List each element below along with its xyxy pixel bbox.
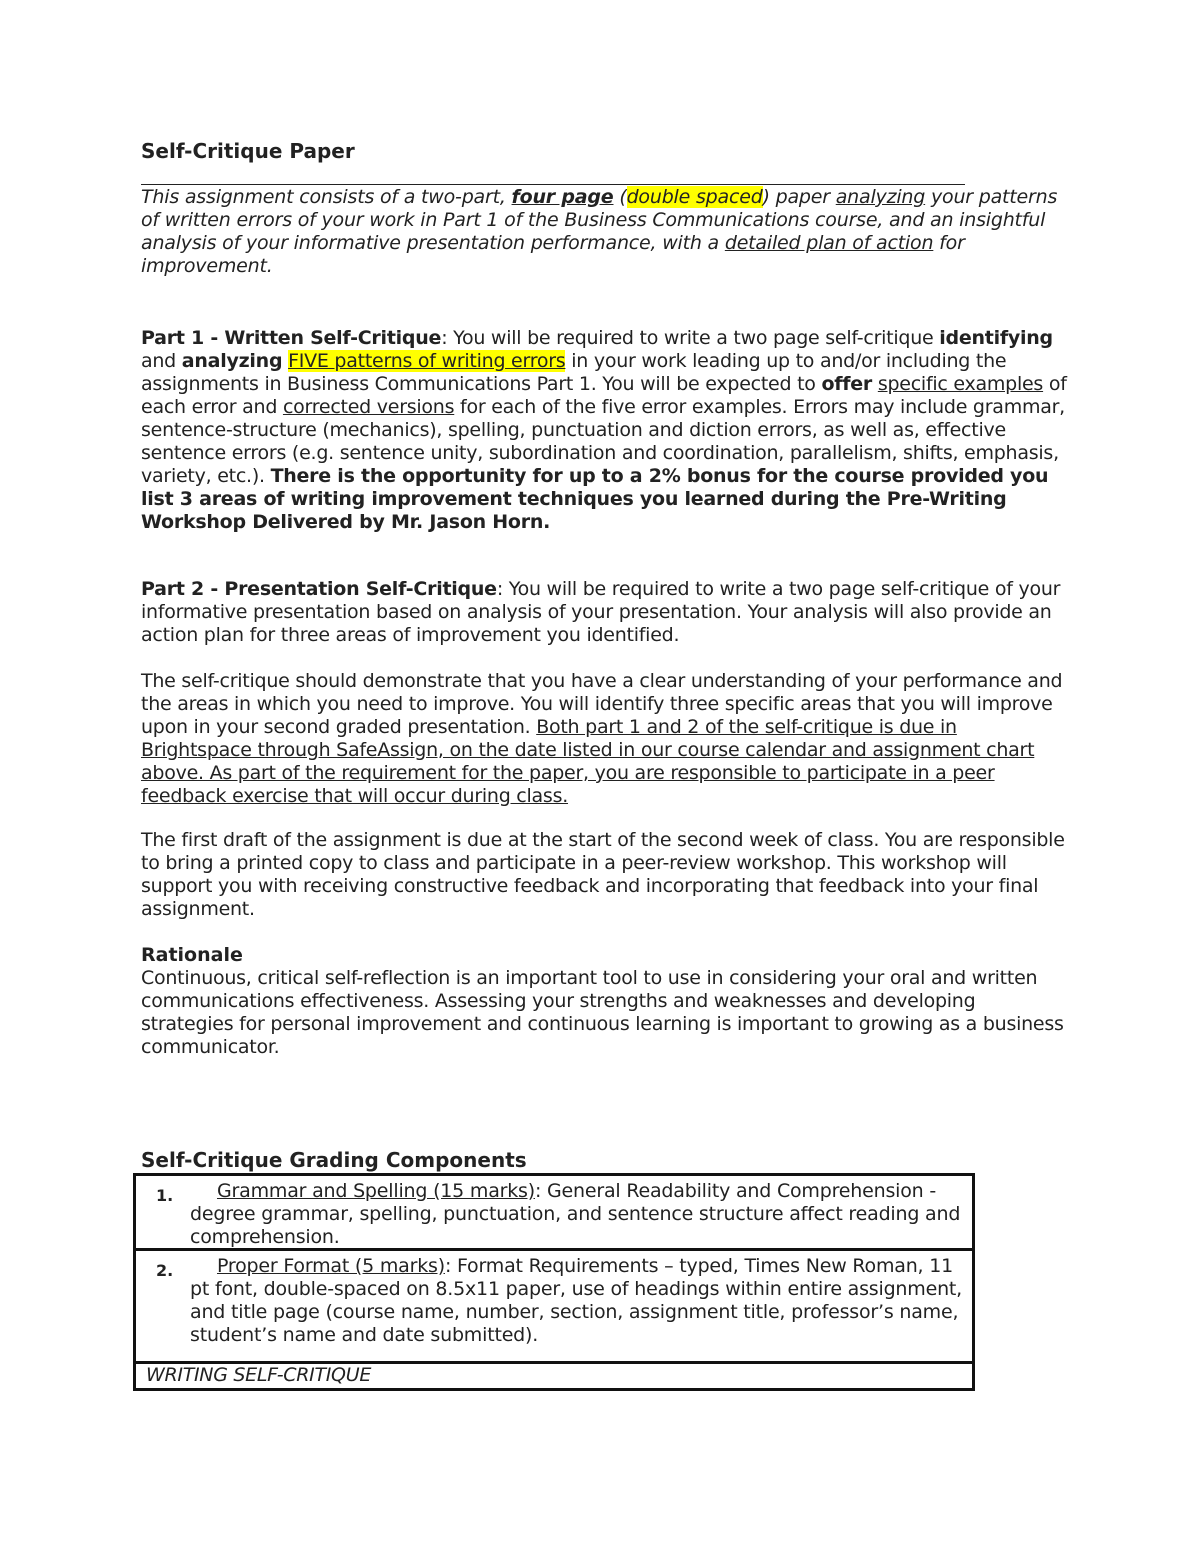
row-number: 2. <box>156 1261 174 1280</box>
row-description: : Format Requirements – typed, Times New Roman, 11 pt font, double-spaced on 8.5x11 paper, use of headings within entire assignment, and title page (course name, number, section, assignment title, professor’s name, student’s name and date submitted). <box>190 1255 962 1346</box>
part2-heading: Part 2 - Presentation Self-Critique <box>141 578 497 600</box>
row-number: 1. <box>156 1186 174 1205</box>
part1-text: in your work leading up to and/or including the assignments in Business Communications Part 1. You will be expected to <box>141 350 1007 395</box>
intro-text: ( <box>613 186 627 208</box>
five-patterns-highlight: FIVE patterns of writing errors <box>288 350 566 372</box>
intro-text: your patterns of written errors of your work in Part 1 of the Business Communications course, and an insightful analysis of your informative presentation performance, with a <box>141 186 1058 254</box>
row-text <box>190 1255 964 1347</box>
grading-row <box>136 1251 972 1364</box>
grading-row <box>136 1176 972 1251</box>
expectations-paragraph <box>141 670 1071 808</box>
grammar-spelling-link: Grammar and Spelling (15 marks) <box>217 1180 535 1202</box>
part1-text: of each error and <box>141 373 1067 418</box>
part2-text: : You will be required to write a two page self-critique of your informative presentation based on analysis of your presentation. Your analysis will also provide an action plan for three areas of improvement you identified. <box>141 578 1061 646</box>
part1-paragraph <box>141 327 1071 534</box>
grading-heading: Self-Critique Grading Components <box>141 1148 527 1172</box>
plan-of-action-underline: detailed plan of action <box>724 232 934 254</box>
writing-self-critique-label: WRITING SELF-CRITIQUE <box>146 1364 372 1386</box>
bonus-statement: There is the opportunity for up to a 2% bonus for the course provided you list 3 areas of writing improvement techniques you learned during the Pre-Writing Workshop Delivered by Mr. Jason Horn. <box>141 465 1049 533</box>
document-title: Self-Critique Paper <box>141 139 355 163</box>
title-divider <box>141 184 965 185</box>
rationale-heading: Rationale <box>141 944 243 966</box>
intro-text: This assignment consists of a two-part, <box>141 186 512 208</box>
proper-format-link: Proper Format (5 marks) <box>217 1255 445 1277</box>
part1-text: for each of the five error examples. Errors may include grammar, sentence-structure (mechanics), spelling, punctuation and diction errors, as well as, effective sentence errors (e.g. sentence unity, subordination and coordination, parallelism, shifts, emphasis, variety, etc.). <box>141 396 1065 487</box>
intro-text: for improvement. <box>141 232 965 277</box>
row-text <box>190 1180 964 1249</box>
part1-bold-offer: offer <box>821 373 873 395</box>
intro-paragraph <box>141 186 1071 278</box>
corrected-versions-underline: corrected versions <box>282 396 455 418</box>
part1-bold-identifying: identifying <box>939 327 1053 349</box>
grading-footer-row <box>136 1364 972 1388</box>
part1-bold-analyzing: analyzing <box>181 350 283 372</box>
grading-table <box>133 1173 975 1391</box>
row-description: : General Readability and Comprehension - degree grammar, spelling, punctuation, and sentence structure affect reading and comprehension. <box>190 1180 961 1248</box>
intro-text: ) paper <box>762 186 836 208</box>
first-draft-paragraph: The first draft of the assignment is due at the start of the second week of class. You are responsible to bring a printed copy to class and participate in a peer-review workshop. This workshop will support you with receiving constructive feedback and incorporating that feedback into your final assignment. <box>141 829 1065 920</box>
specific-examples-underline: specific examples <box>877 373 1044 395</box>
part1-heading: Part 1 - Written Self-Critique <box>141 327 442 349</box>
part1-text: and <box>141 350 182 372</box>
rationale-body: Continuous, critical self-reflection is an important tool to use in considering your oral and written communications effectiveness. Assessing your strengths and weaknesses and developing strategies for personal improvement and continuous learning is important to growing as a business communicator. <box>141 967 1064 1058</box>
part2-paragraph <box>141 578 1071 647</box>
part1-text: : You will be required to write a two page self-critique <box>441 327 940 349</box>
expectations-text: The self-critique should demonstrate that you have a clear understanding of your performance and the areas in which you need to improve. You will identify three specific areas that you will improve upon in your second graded presentation. <box>141 670 1063 738</box>
due-date-underline: Both part 1 and 2 of the self-critique is due in Brightspace through SafeAssign, on the date listed in our course calendar and assignment chart above. As part of the requirement for the paper, you are responsible to participate in a peer feedback exercise that will occur during class. <box>141 716 1035 807</box>
double-spaced-highlight: double spaced <box>626 186 763 208</box>
four-page-emphasis: four page <box>511 186 614 208</box>
analyzing-underline: analyzing <box>835 186 926 208</box>
